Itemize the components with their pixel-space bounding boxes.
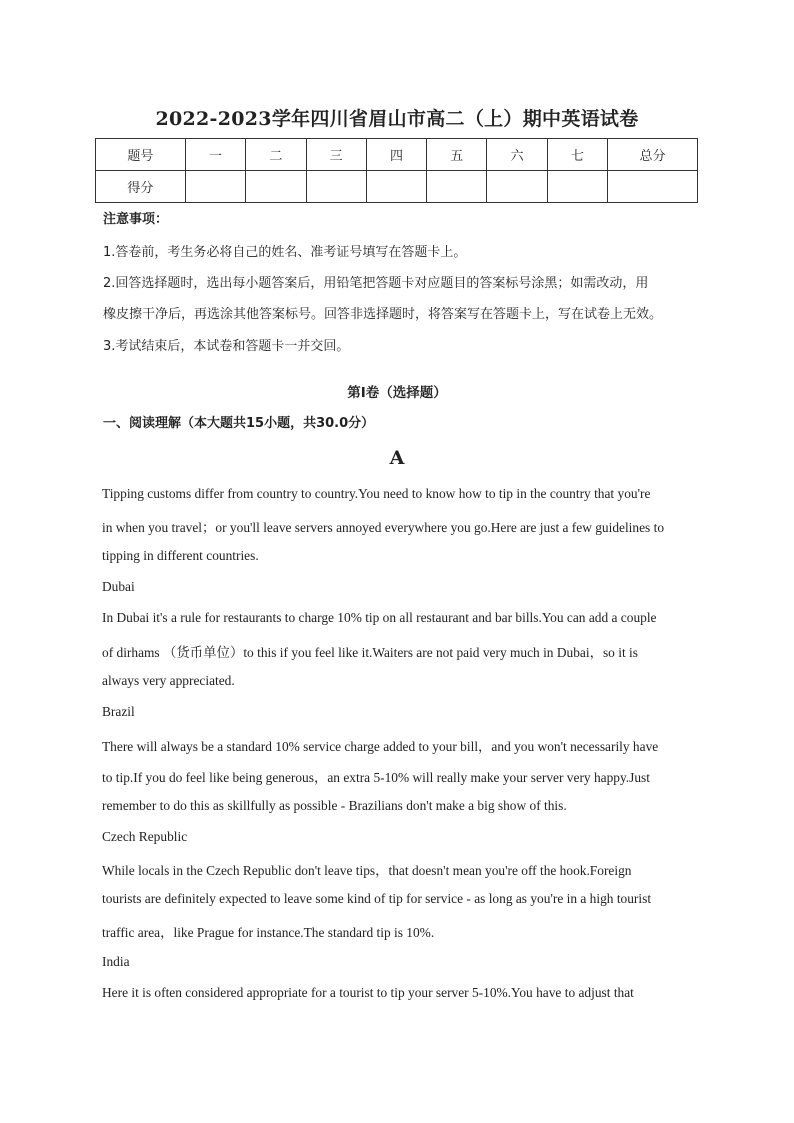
notice-line: 2.回答选择题时，选出每小题答案后，用铅笔把答题卡对应题目的答案标号涂黑；如需改动，用 <box>103 276 649 291</box>
header-cell: 总分 <box>608 139 698 171</box>
passage-line: in when you travel；or you'll leave servers annoyed everywhere you go.Here are just a few guidelines to <box>102 520 665 535</box>
score-cell <box>608 171 698 203</box>
notice-heading: 注意事项： <box>103 212 169 227</box>
passage-heading: Brazil <box>102 704 135 719</box>
notice-line: 橡皮擦干净后，再选涂其他答案标号。回答非选择题时，将答案写在答题卡上，写在试卷上无效。 <box>103 307 663 322</box>
header-cell: 二 <box>246 139 306 171</box>
header-cell: 一 <box>185 139 245 171</box>
section-title: 第Ⅰ卷（选择题） <box>347 385 447 401</box>
score-table-score-row <box>96 171 698 203</box>
score-cell <box>246 171 306 203</box>
passage-line: of dirhams （货币单位）to this if you feel like it.Waiters are not paid very much in Dubai，so it is <box>102 645 638 660</box>
header-cell: 六 <box>487 139 547 171</box>
score-cell <box>185 171 245 203</box>
score-table <box>95 138 698 203</box>
passage-letter: A <box>389 447 405 469</box>
passage-line: to tip.If you do feel like being generous，an extra 5-10% will really make your server very happy.Just <box>102 770 650 785</box>
header-cell: 三 <box>306 139 366 171</box>
passage-line: tipping in different countries. <box>102 548 259 563</box>
header-cell: 七 <box>547 139 607 171</box>
header-cell: 五 <box>427 139 487 171</box>
passage-heading: India <box>102 954 130 969</box>
passage-line: always very appreciated. <box>102 673 235 688</box>
score-cell <box>366 171 426 203</box>
passage-line: tourists are definitely expected to leave some kind of tip for service - as long as you're in a high tourist <box>102 891 652 906</box>
passage-line: Tipping customs differ from country to country.You need to know how to tip in the country that you're <box>102 486 651 501</box>
passage-heading: Dubai <box>102 579 135 594</box>
passage-line: Here it is often considered appropriate for a tourist to tip your server 5-10%.You have to adjust that <box>102 985 634 1000</box>
notice-line: 1.答卷前，考生务必将自己的姓名、准考证号填写在答题卡上。 <box>103 245 467 260</box>
passage-line: There will always be a standard 10% service charge added to your bill，and you won't necessarily have <box>102 739 659 754</box>
exam-title: 2022-2023学年四川省眉山市高二（上）期中英语试卷 <box>155 108 639 130</box>
header-cell: 题号 <box>96 139 186 171</box>
passage-line: traffic area，like Prague for instance.The standard tip is 10%. <box>102 925 435 940</box>
passage-line: In Dubai it's a rule for restaurants to charge 10% tip on all restaurant and bar bills.You can add a couple <box>102 610 657 625</box>
passage-line: remember to do this as skillfully as possible - Brazilians don't make a big show of this. <box>102 798 567 813</box>
part-title: 一、阅读理解（本大题共15小题，共30.0分） <box>103 416 375 431</box>
score-table-header-row <box>96 139 698 171</box>
passage-line: While locals in the Czech Republic don't leave tips，that doesn't mean you're off the hook.Foreign <box>102 863 632 878</box>
score-cell <box>427 171 487 203</box>
score-cell <box>547 171 607 203</box>
notice-line: 3.考试结束后，本试卷和答题卡一并交回。 <box>103 339 350 354</box>
header-cell: 四 <box>366 139 426 171</box>
score-cell <box>306 171 366 203</box>
passage-heading: Czech Republic <box>102 829 188 844</box>
score-label-cell: 得分 <box>96 171 186 203</box>
score-cell <box>487 171 547 203</box>
